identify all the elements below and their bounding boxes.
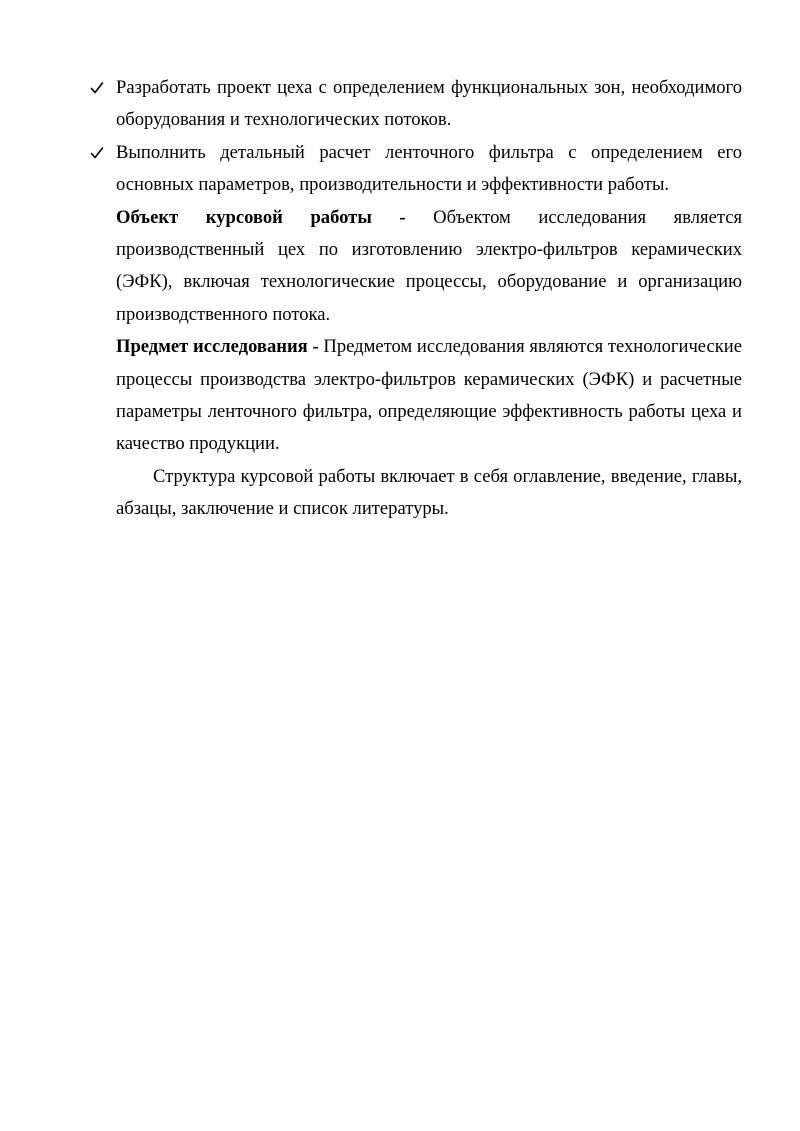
- object-label: Объект курсовой работы -: [116, 206, 406, 228]
- task-text-2: Выполнить детальный расчет ленточного фильтра с определением его основных параметров, производительности и эффективности работы.: [116, 141, 742, 196]
- task-text-1: Разработать проект цеха с определением функциональных зон, необходимого оборудования и технологических потоков.: [116, 77, 742, 131]
- task-list-item-2: [116, 137, 742, 202]
- object-paragraph: [116, 202, 742, 332]
- checkmark-icon: [88, 72, 106, 104]
- task-list-item-1: [116, 72, 742, 137]
- checkmark-icon: [88, 137, 106, 169]
- subject-label: Предмет исследования -: [116, 336, 319, 358]
- subject-text: Предметом исследования являются технологические процессы производства электро-фильтров керамических (ЭФК) и расчетные параметры ленточного фильтра, определяющие эффективность работы цеха и качество продукции.: [116, 336, 742, 455]
- document-body: [116, 72, 742, 526]
- structure-paragraph: [116, 461, 742, 526]
- object-text: Объектом исследования является производственный цех по изготовлению электро-фильтров керамических (ЭФК), включая технологические процессы, оборудование и организацию производственного потока.: [116, 206, 742, 325]
- subject-paragraph: [116, 331, 742, 461]
- structure-text: Структура курсовой работы включает в себя оглавление, введение, главы, абзацы, заключение и список литературы.: [116, 465, 742, 520]
